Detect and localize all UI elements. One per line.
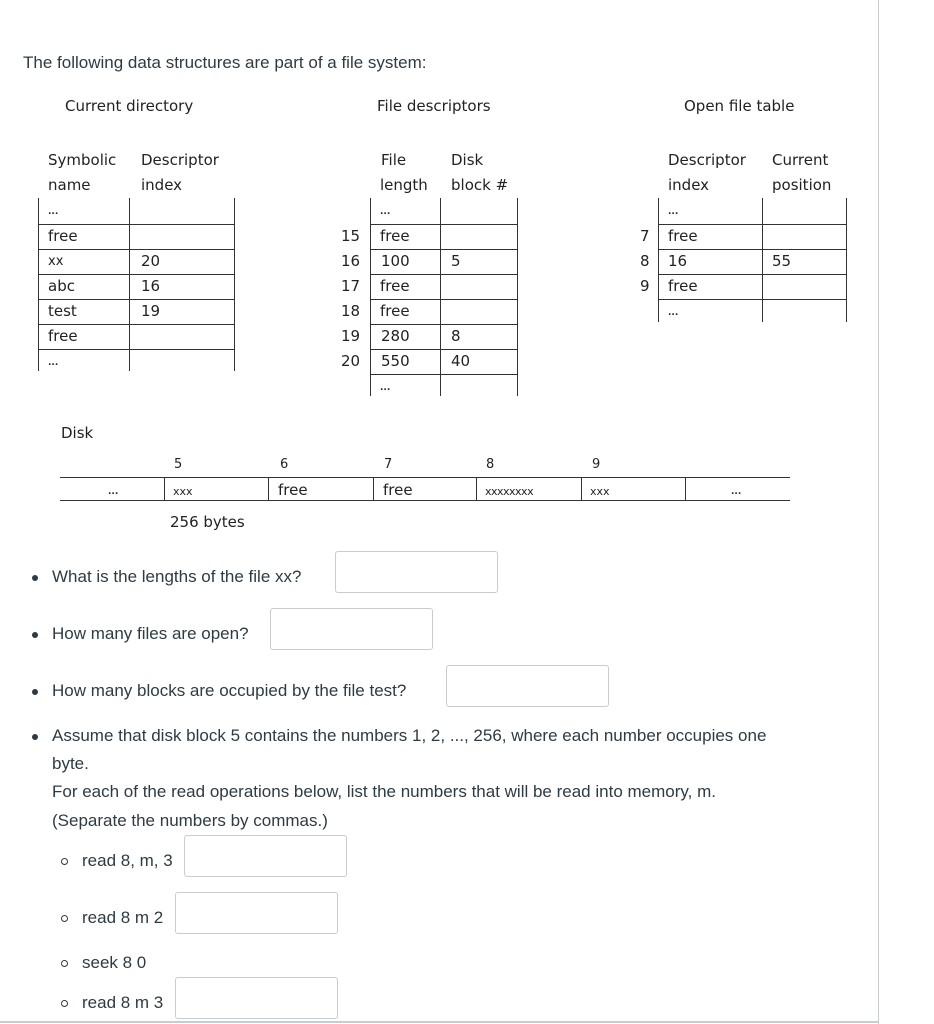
bullet-icon bbox=[32, 689, 38, 695]
fd-col1-header-line1: File bbox=[381, 151, 407, 169]
cd-row4-index: 19 bbox=[141, 302, 161, 320]
cd-col2-header-line1: Descriptor bbox=[141, 151, 219, 169]
fd-row20-length: 550 bbox=[381, 352, 410, 370]
fd-ellipsis-top: ... bbox=[380, 207, 391, 217]
fd-row16-num: 16 bbox=[341, 252, 361, 270]
disk-block-size-note: 256 bytes bbox=[170, 513, 245, 531]
disk-ellipsis-left: ... bbox=[108, 487, 119, 497]
question-2-answer-input[interactable] bbox=[270, 608, 433, 650]
file-descriptors-title: File descriptors bbox=[377, 97, 491, 115]
subquestion-2-text: read 8 m 2 bbox=[82, 908, 164, 927]
question-1-answer-input[interactable] bbox=[335, 551, 498, 593]
fd-row19-block: 8 bbox=[451, 327, 461, 345]
fd-col1-header-line2: length bbox=[380, 176, 428, 194]
fd-row18-num: 18 bbox=[341, 302, 361, 320]
cd-row2-index: 20 bbox=[141, 252, 161, 270]
fd-row16-length: 100 bbox=[381, 252, 410, 270]
fd-row16-block: 5 bbox=[451, 252, 461, 270]
oft-row8-num: 8 bbox=[640, 252, 650, 270]
question-2-text: How many files are open? bbox=[52, 624, 249, 643]
circle-bullet-icon bbox=[61, 1000, 68, 1007]
assume-line-2: byte. bbox=[52, 754, 89, 773]
oft-col1-header-line1: Descriptor bbox=[668, 151, 746, 169]
oft-row9-index: free bbox=[668, 277, 698, 295]
bottom-border bbox=[0, 1021, 878, 1023]
subquestion-4-text: read 8 m 3 bbox=[82, 993, 164, 1012]
subquestion-1-text: read 8, m, 3 bbox=[82, 851, 173, 870]
disk-block7-content: free bbox=[383, 481, 413, 499]
cd-row3-name: abc bbox=[48, 277, 75, 295]
question-3-text: How many blocks are occupied by the file test? bbox=[52, 681, 407, 700]
oft-col1-header-line2: index bbox=[668, 176, 710, 194]
disk-block9-content: xxx bbox=[590, 485, 610, 498]
disk-block5-content: xxx bbox=[173, 485, 193, 498]
fd-row19-num: 19 bbox=[341, 327, 361, 345]
disk-ellipsis-right: ... bbox=[731, 487, 742, 497]
circle-bullet-icon bbox=[61, 915, 68, 922]
disk-block6-content: free bbox=[278, 481, 308, 499]
fd-row17-num: 17 bbox=[341, 277, 361, 295]
fd-row18-length: free bbox=[380, 302, 410, 320]
subquestion-3-text: seek 8 0 bbox=[82, 953, 147, 972]
subquestion-1-answer-input[interactable] bbox=[184, 835, 347, 877]
subquestion-2-answer-input[interactable] bbox=[175, 892, 338, 934]
right-border bbox=[878, 0, 879, 1024]
fd-row15-length: free bbox=[380, 227, 410, 245]
cd-row5-name: free bbox=[48, 327, 78, 345]
disk-block7-num: 7 bbox=[384, 457, 393, 472]
oft-col2-header-line1: Current bbox=[772, 151, 829, 169]
bullet-icon bbox=[32, 632, 38, 638]
oft-col2-header-line2: position bbox=[772, 176, 832, 194]
cd-ellipsis-top: ... bbox=[48, 207, 59, 217]
fd-row20-block: 40 bbox=[451, 352, 471, 370]
circle-bullet-icon bbox=[61, 858, 68, 865]
disk-block8-num: 8 bbox=[486, 457, 495, 472]
oft-ellipsis-top: ... bbox=[668, 207, 679, 217]
circle-bullet-icon bbox=[61, 960, 68, 967]
assume-line-3: For each of the read operations below, list the numbers that will be read into memory, m. bbox=[52, 782, 716, 801]
cd-row4-name: test bbox=[48, 302, 77, 320]
fd-row19-length: 280 bbox=[381, 327, 410, 345]
cd-col1-header-line2: name bbox=[48, 176, 91, 194]
cd-ellipsis-bottom: ... bbox=[48, 358, 59, 368]
oft-row9-num: 9 bbox=[640, 277, 650, 295]
question-1-text: What is the lengths of the file xx? bbox=[52, 567, 302, 586]
disk-block6-num: 6 bbox=[280, 457, 289, 472]
disk-block9-num: 9 bbox=[592, 457, 601, 472]
oft-row7-num: 7 bbox=[640, 227, 650, 245]
disk-title: Disk bbox=[61, 424, 94, 442]
cd-row2-name: xx bbox=[48, 254, 64, 269]
fd-row15-num: 15 bbox=[341, 227, 361, 245]
cd-row1-name: free bbox=[48, 227, 78, 245]
question-3-answer-input[interactable] bbox=[446, 665, 609, 707]
cd-row3-index: 16 bbox=[141, 277, 161, 295]
subquestion-4-answer-input[interactable] bbox=[175, 977, 338, 1019]
bullet-icon bbox=[32, 575, 38, 581]
oft-row8-position: 55 bbox=[772, 252, 792, 270]
intro-text: The following data structures are part of a file system: bbox=[23, 53, 427, 72]
cd-col2-header-line2: index bbox=[141, 176, 183, 194]
bullet-icon bbox=[32, 734, 38, 740]
fd-row20-num: 20 bbox=[341, 352, 361, 370]
oft-row7-index: free bbox=[668, 227, 698, 245]
assume-line-4: (Separate the numbers by commas.) bbox=[52, 811, 328, 830]
assume-line-1: Assume that disk block 5 contains the numbers 1, 2, ..., 256, where each number occupies one bbox=[52, 726, 767, 745]
fd-col2-header-line1: Disk bbox=[451, 151, 484, 169]
disk-block5-num: 5 bbox=[174, 457, 183, 472]
current-directory-title: Current directory bbox=[65, 97, 194, 115]
open-file-table-title: Open file table bbox=[684, 97, 795, 115]
fd-row17-length: free bbox=[380, 277, 410, 295]
disk-block8-content: xxxxxxxx bbox=[485, 485, 534, 498]
oft-row8-index: 16 bbox=[668, 252, 688, 270]
oft-ellipsis-bottom: ... bbox=[668, 308, 679, 318]
fd-col2-header-line2: block # bbox=[451, 176, 509, 194]
cd-col1-header-line1: Symbolic bbox=[48, 151, 117, 169]
fd-ellipsis-bottom: ... bbox=[380, 383, 391, 393]
